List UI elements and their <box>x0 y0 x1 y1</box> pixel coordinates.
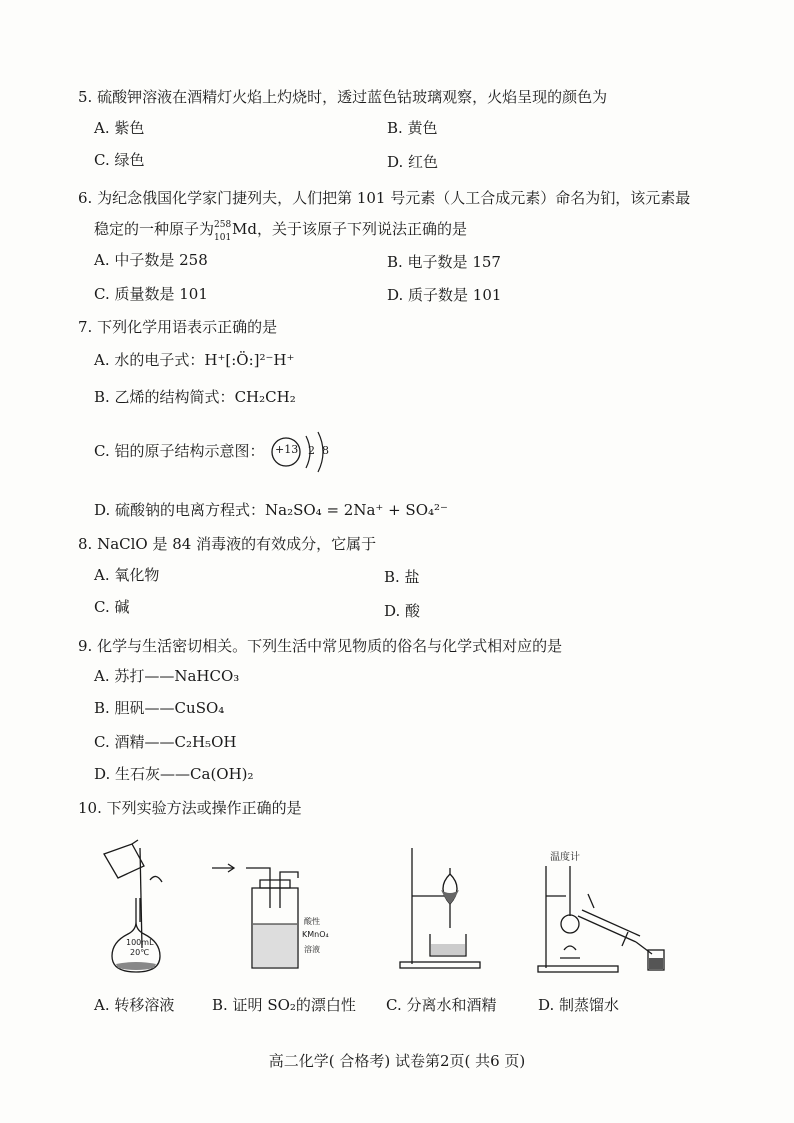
q9-option-d: D. 生石灰——Ca(OH)₂ <box>94 765 254 783</box>
figure-c-separatory-funnel <box>396 844 486 972</box>
figure-d-distillation-apparatus <box>536 846 676 976</box>
nucleus-charge: +13 <box>275 443 299 456</box>
isotope-symbol: Md <box>232 220 257 238</box>
ethylene-formula: CH₂CH₂ <box>234 388 296 406</box>
q5-option-c: C. 绿色 <box>94 151 145 169</box>
figure-a-transfer-solution <box>98 838 188 978</box>
thermometer-label: 温度计 <box>550 852 580 863</box>
q5-option-b: B. 黄色 <box>387 119 438 137</box>
q5-stem: 5. 硫酸钾溶液在酒精灯火焰上灼烧时，透过蓝色钴玻璃观察，火焰呈现的颜色为 <box>78 88 608 106</box>
q6-option-d: D. 质子数是 101 <box>387 286 502 304</box>
q8-option-c: C. 碱 <box>94 598 130 616</box>
q6-stem-post: ，关于该原子下列说法正确的是 <box>256 220 467 238</box>
page-footer: 高二化学( 合格考) 试卷第2页( 共6 页) <box>268 1052 526 1070</box>
bottle-label-line1: 酸性 <box>304 917 320 926</box>
q6-option-b: B. 电子数是 157 <box>387 253 501 271</box>
shell-2-electrons: 8 <box>322 444 329 457</box>
flask-volume-label: 100mL <box>126 938 154 947</box>
q7-option-b <box>94 386 296 408</box>
q9-option-c: C. 酒精——C₂H₅OH <box>94 733 237 751</box>
bottle-label-line2: KMnO₄ <box>302 930 329 939</box>
q8-option-d: D. 酸 <box>384 602 421 620</box>
q7-option-d-label: D. 硫酸钠的电离方程式： <box>94 501 266 519</box>
figure-b-gas-washing-bottle <box>210 858 350 978</box>
caption-c: C. 分离水和酒精 <box>386 996 497 1014</box>
q9-option-a: A. 苏打——NaHCO₃ <box>94 667 240 685</box>
q6-stem-pre: 稳定的一种原子为 <box>94 220 215 238</box>
q7-option-d <box>94 499 448 521</box>
caption-a: A. 转移溶液 <box>94 996 175 1014</box>
aluminum-atom-diagram <box>266 428 346 476</box>
water-electron-formula: H⁺[:Ö:]²⁻H⁺ <box>204 351 295 369</box>
q9-stem: 9. 化学与生活密切相关。下列生活中常见物质的俗名与化学式相对应的是 <box>78 637 563 655</box>
q8-option-a: A. 氧化物 <box>94 566 160 584</box>
q7-stem: 7. 下列化学用语表示正确的是 <box>78 318 278 336</box>
isotope-atomic-number: 101 <box>214 233 232 243</box>
q10-stem: 10. 下列实验方法或操作正确的是 <box>78 799 302 817</box>
caption-d: D. 制蒸馏水 <box>538 996 620 1014</box>
q8-option-b: B. 盐 <box>384 568 420 586</box>
q5-option-a: A. 紫色 <box>94 119 145 137</box>
isotope-notation <box>214 218 232 243</box>
q7-option-c <box>94 440 264 462</box>
q9-option-b: B. 胆矾——CuSO₄ <box>94 699 225 717</box>
q7-option-c-label: C. 铝的原子结构示意图： <box>94 442 265 460</box>
ionization-equation: Na₂SO₄ = 2Na⁺ + SO₄²⁻ <box>265 501 448 519</box>
isotope-mass: 258 <box>214 220 232 230</box>
q6-option-a: A. 中子数是 258 <box>94 251 208 269</box>
shell-1-electrons: 2 <box>308 444 315 457</box>
q8-stem: 8. NaClO 是 84 消毒液的有效成分，它属于 <box>78 535 377 553</box>
bottle-label-line3: 溶液 <box>304 945 320 954</box>
q6-option-c: C. 质量数是 101 <box>94 285 208 303</box>
q7-option-b-label: B. 乙烯的结构简式： <box>94 388 235 406</box>
q7-option-a-label: A. 水的电子式： <box>94 351 205 369</box>
q7-option-a <box>94 349 294 371</box>
q5-option-d: D. 红色 <box>387 153 439 171</box>
q6-stem-line2 <box>94 218 467 243</box>
flask-temperature-label: 20℃ <box>130 948 150 957</box>
caption-b: B. 证明 SO₂的漂白性 <box>212 996 356 1014</box>
q6-stem-line1: 6. 为纪念俄国化学家门捷列夫，人们把第 101 号元素（人工合成元素）命名为钔，该元素最 <box>78 189 691 207</box>
